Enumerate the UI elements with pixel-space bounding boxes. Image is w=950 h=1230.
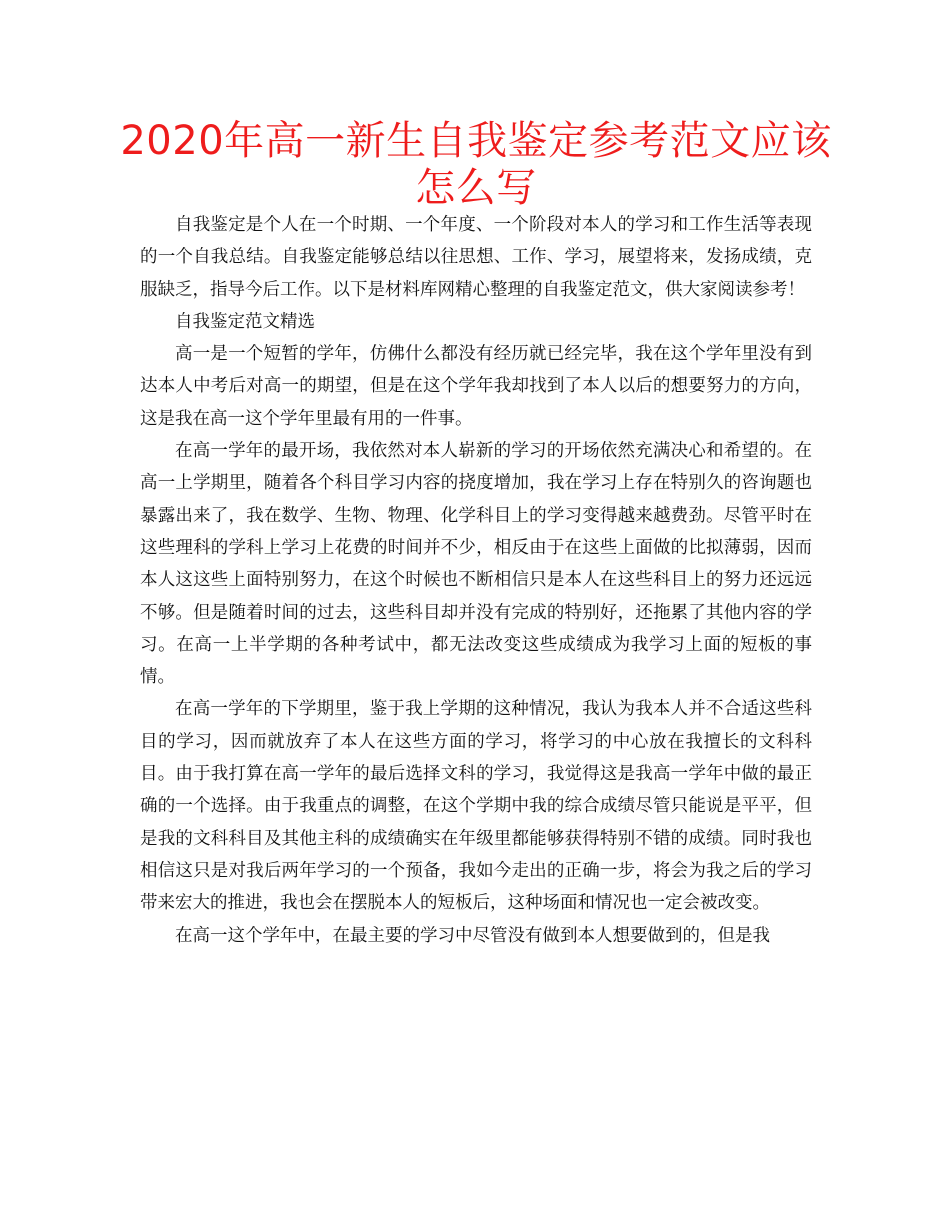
paragraph: 在高一学年的下学期里，鉴于我上学期的这种情况，我认为我本人并不合适这些科目的学习，因而就放弃了本人在这些方面的学习，将学习的中心放在我擅长的文科科目。由于我打算在高一学年的最后选择文科的学习，我觉得这是我高一学年中做的最正确的一个选择。由于我重点的调整，在这个学期中我的综合成绩尽管只能说是平平，但是我的文科科目及其他主科的成绩确实在年级里都能够获得特别不错的成绩。同时我也相信这只是对我后两年学习的一个预备，我如今走出的正确一步，将会为我之后的学习带来宏大的推进，我也会在摆脱本人的短板后，这种场面和情况也一定会被改变。: [140, 699, 812, 914]
document-body: [140, 209, 812, 952]
paragraph: 在高一学年的最开场，我依然对本人崭新的学习的开场依然充满决心和希望的。在高一上学期里，随着各个科目学习内容的挠度增加，我在学习上存在特别久的咨询题也暴露出来了，我在数学、生物、物理、化学科目上的学习变得越来越费劲。尽管平时在这些理科的学科上学习上花费的时间并不少，相反由于在这些上面做的比拟薄弱，因而本人这这些上面特别努力，在这个时候也不断相信只是本人在这些科目上的努力还远远不够。但是随着时间的过去，这些科目却并没有完成的特别好，还拖累了其他内容的学习。在高一上半学期的各种考试中，都无法改变这些成绩成为我学习上面的短板的事情。: [140, 441, 812, 688]
paragraph: 高一是一个短暂的学年，仿佛什么都没有经历就已经完毕，我在这个学年里没有到达本人中考后对高一的期望，但是在这个学年我却找到了本人以后的想要努力的方向，这是我在高一这个学年里最有用的一件事。: [140, 344, 812, 429]
paragraph-truncated: 在高一这个学年中，在最主要的学习中尽管没有做到本人想要做到的，但是我: [175, 925, 770, 946]
document-title: 2020年高一新生自我鉴定参考范文应该怎么写: [120, 118, 832, 211]
paragraph-intro: 自我鉴定是个人在一个时期、一个年度、一个阶段对本人的学习和工作生活等表现的一个自我总结。自我鉴定能够总结以往思想、工作、学习，展望将来，发扬成绩，克服缺乏，指导今后工作。以下是材料库网精心整理的自我鉴定范文，供大家阅读参考！: [140, 215, 812, 300]
section-heading: 自我鉴定范文精选: [175, 311, 315, 332]
